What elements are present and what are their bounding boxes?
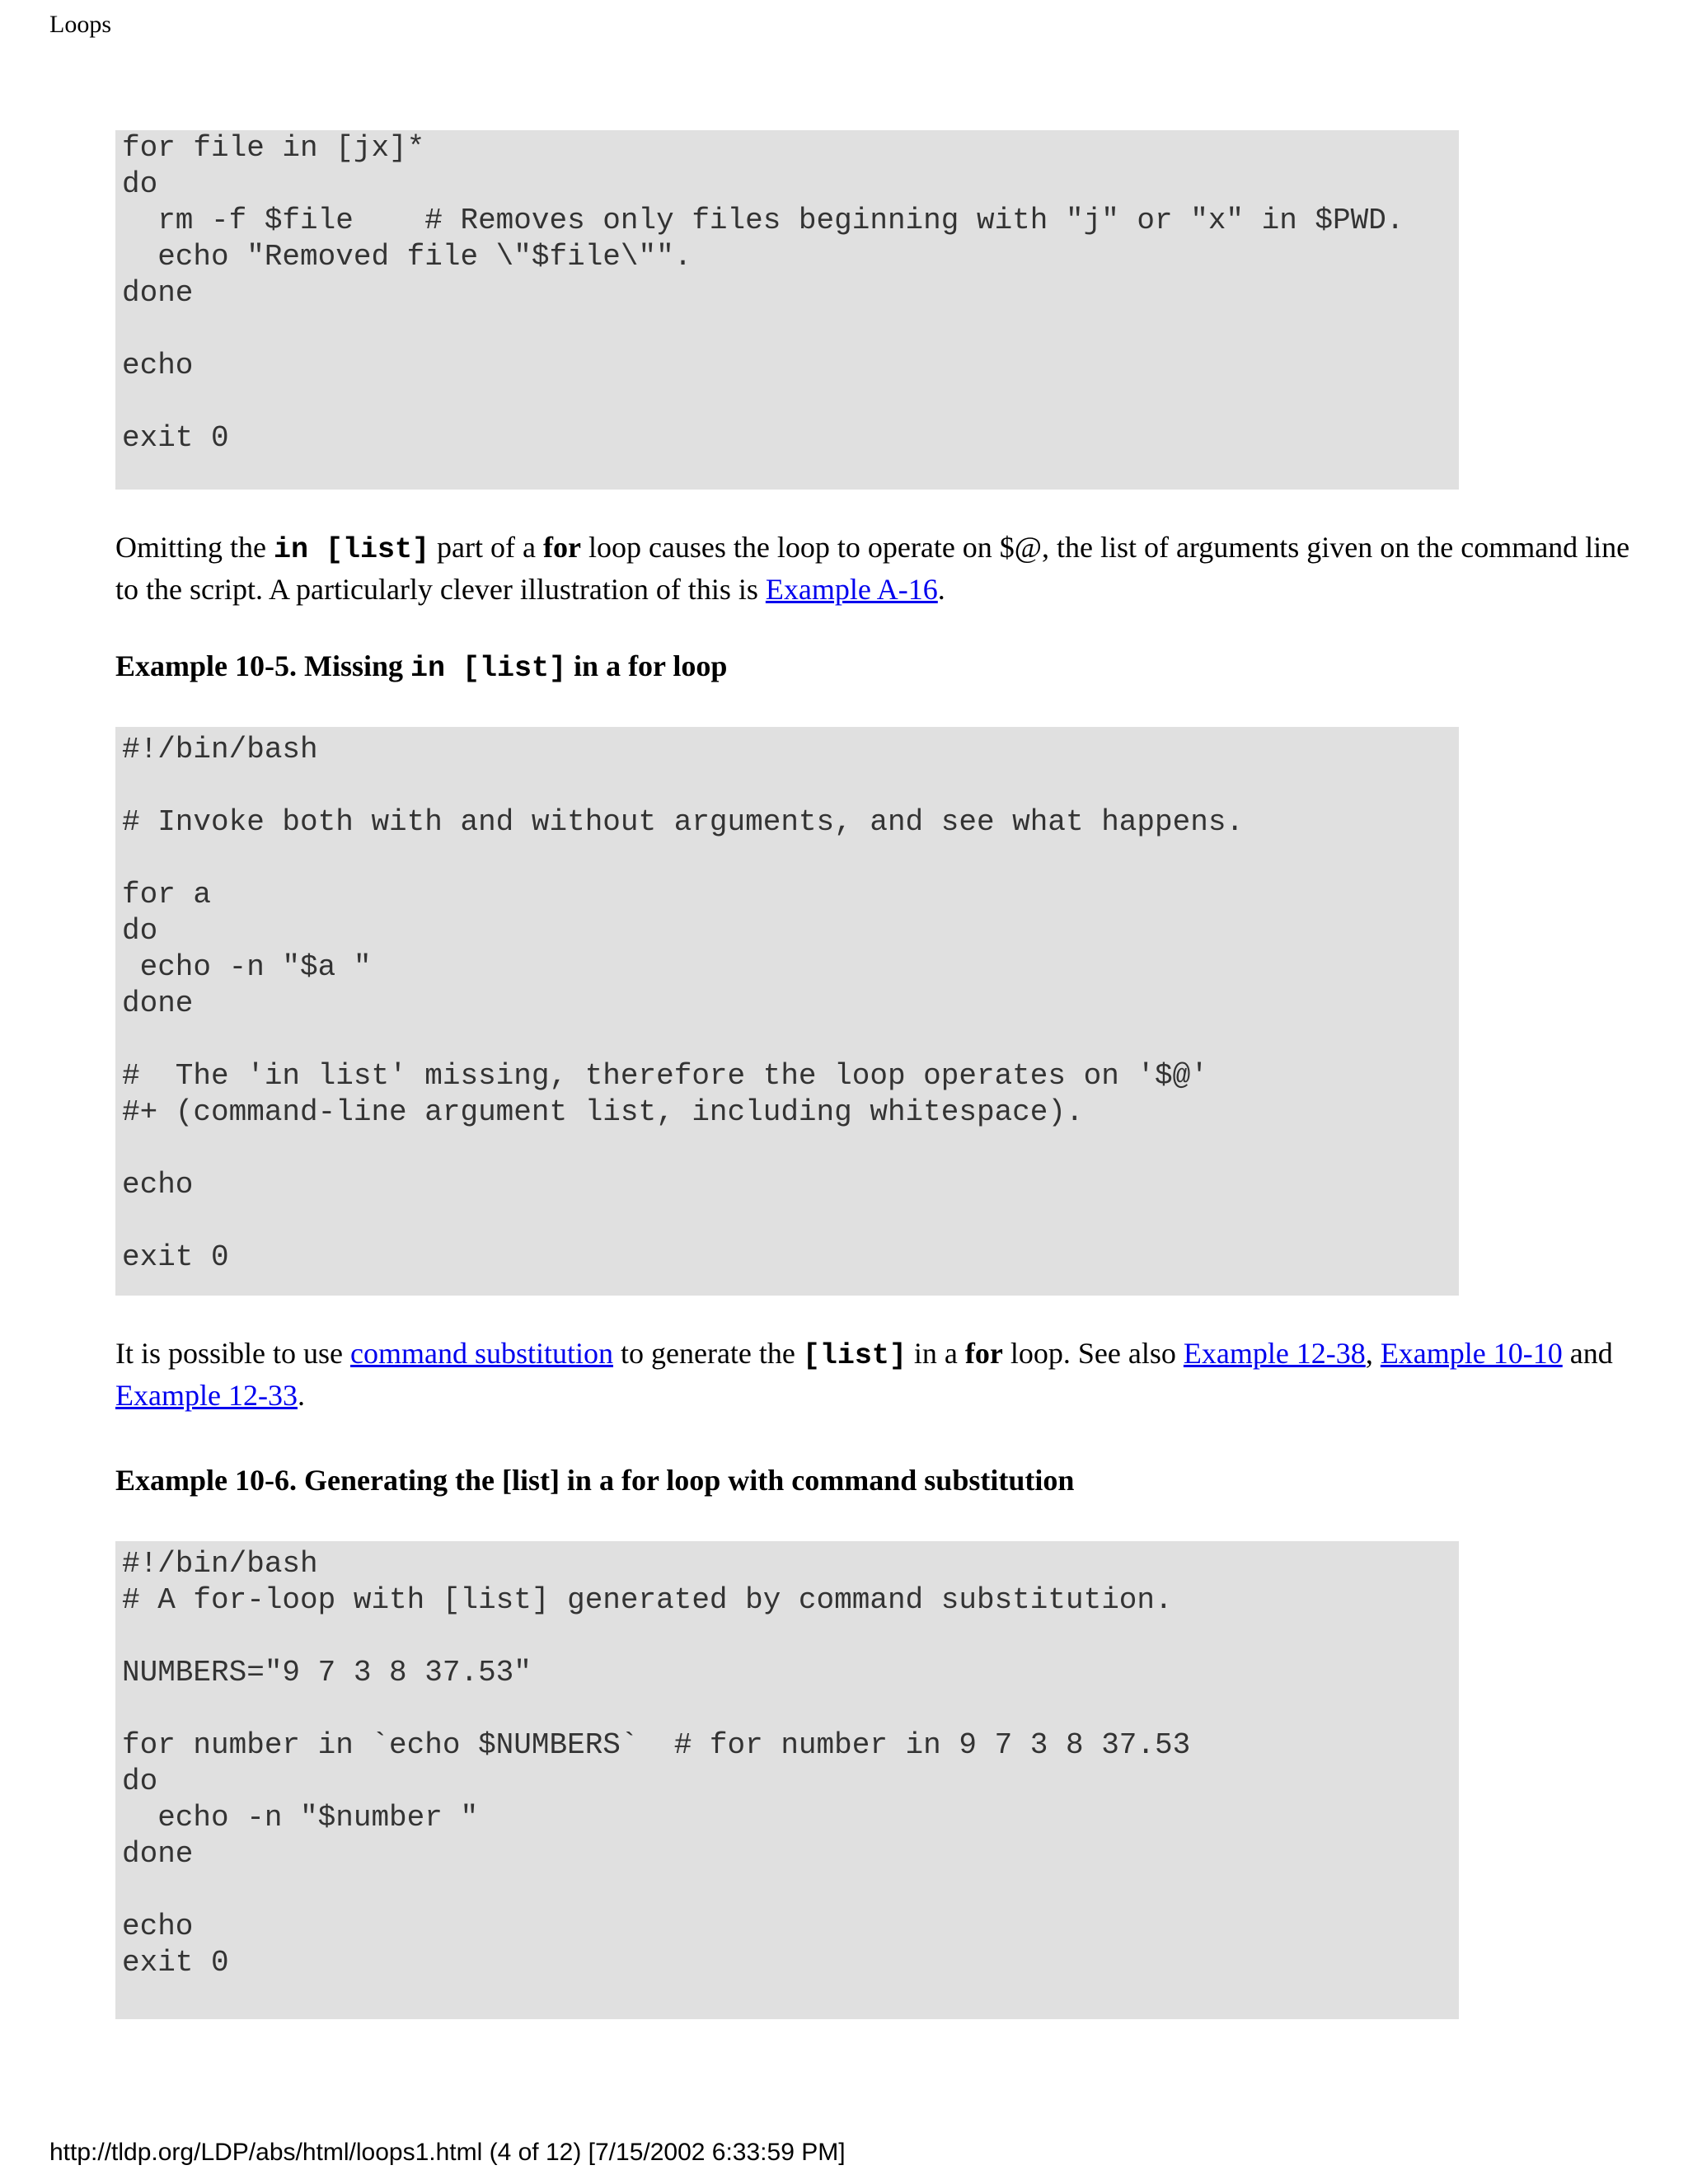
paragraph-text: part of a — [429, 531, 543, 564]
paragraph-text: , — [1365, 1337, 1381, 1370]
paragraph-text: to generate the — [613, 1337, 803, 1370]
page-footer-url: http://tldp.org/LDP/abs/html/loops1.html (4 of 12) [7/15/2002 6:33:59 PM] — [49, 2139, 846, 2166]
code-line: for file in [jx]* — [122, 131, 425, 165]
paragraph-text: . — [297, 1379, 305, 1412]
link-command-substitution[interactable]: command substitution — [350, 1337, 613, 1370]
paragraph-text: and — [1562, 1337, 1613, 1370]
code-line: echo "Removed file \"$file\"". — [122, 240, 692, 274]
code-line: NUMBERS="9 7 3 8 37.53" — [122, 1656, 532, 1690]
code-line: echo — [122, 1168, 194, 1202]
page-header-title: Loops — [49, 11, 111, 38]
code-line: do — [122, 1765, 158, 1798]
bold-for: for — [542, 531, 581, 564]
paragraph-text: Omitting the — [115, 531, 274, 564]
code-line: done — [122, 987, 194, 1020]
code-line: do — [122, 167, 158, 201]
paragraph-text: loop causes the loop to operate on $@, the list of arguments given on the command line to the script. A particularly clever illustration of this is — [115, 531, 1630, 606]
code-line: do — [122, 914, 158, 948]
paragraph-command-substitution — [115, 1333, 1632, 1415]
code-line: for a — [122, 878, 212, 912]
link-example-10-10[interactable]: Example 10-10 — [1380, 1337, 1563, 1370]
code-line: #!/bin/bash — [122, 1547, 318, 1581]
code-line: echo -n "$a " — [122, 950, 372, 984]
code-line: rm -f $file # Removes only files beginning with "j" or "x" in $PWD. — [122, 204, 1404, 237]
code-line: done — [122, 276, 194, 310]
bold-for: for — [964, 1337, 1003, 1370]
code-line: #+ (command-line argument list, including whitespace). — [122, 1095, 1084, 1129]
example-title-text: in a for loop — [566, 649, 728, 682]
code-block-missing-in-list — [115, 727, 1459, 1296]
code-line: exit 0 — [122, 421, 229, 455]
code-line: # The 'in list' missing, therefore the loop operates on '$@' — [122, 1059, 1208, 1093]
paragraph-text: . — [937, 573, 945, 606]
code-line: echo -n "$number " — [122, 1801, 479, 1835]
code-line: # A for-loop with [list] generated by command substitution. — [122, 1583, 1173, 1617]
link-example-12-38[interactable]: Example 12-38 — [1183, 1337, 1366, 1370]
code-line: echo — [122, 349, 194, 382]
paragraph-text: in a — [906, 1337, 965, 1370]
example-title-code: in [list] — [410, 652, 567, 685]
paragraph-text: loop. See also — [1002, 1337, 1184, 1370]
code-line: echo — [122, 1910, 194, 1943]
code-line: done — [122, 1837, 194, 1871]
example-10-6-title: Example 10-6. Generating the [list] in a for loop with command substitution — [115, 1464, 1075, 1497]
paragraph-text: It is possible to use — [115, 1337, 350, 1370]
code-line: exit 0 — [122, 1946, 229, 1980]
code-line: #!/bin/bash — [122, 733, 318, 766]
code-line: exit 0 — [122, 1240, 229, 1274]
link-example-a-16[interactable]: Example A-16 — [765, 573, 938, 606]
code-block-command-substitution-loop — [115, 1541, 1459, 2019]
code-block-for-file-loop — [115, 130, 1459, 490]
inline-code-in-list: in [list] — [274, 533, 430, 566]
example-10-5-title — [115, 646, 727, 688]
link-example-12-33[interactable]: Example 12-33 — [115, 1379, 298, 1412]
code-line: for number in `echo $NUMBERS` # for number in 9 7 3 8 37.53 — [122, 1728, 1191, 1762]
code-line: # Invoke both with and without arguments, and see what happens. — [122, 805, 1245, 839]
paragraph-omitting-list — [115, 527, 1632, 609]
inline-code-list: [list] — [802, 1339, 907, 1372]
example-title-text: Example 10-5. Missing — [115, 649, 411, 682]
